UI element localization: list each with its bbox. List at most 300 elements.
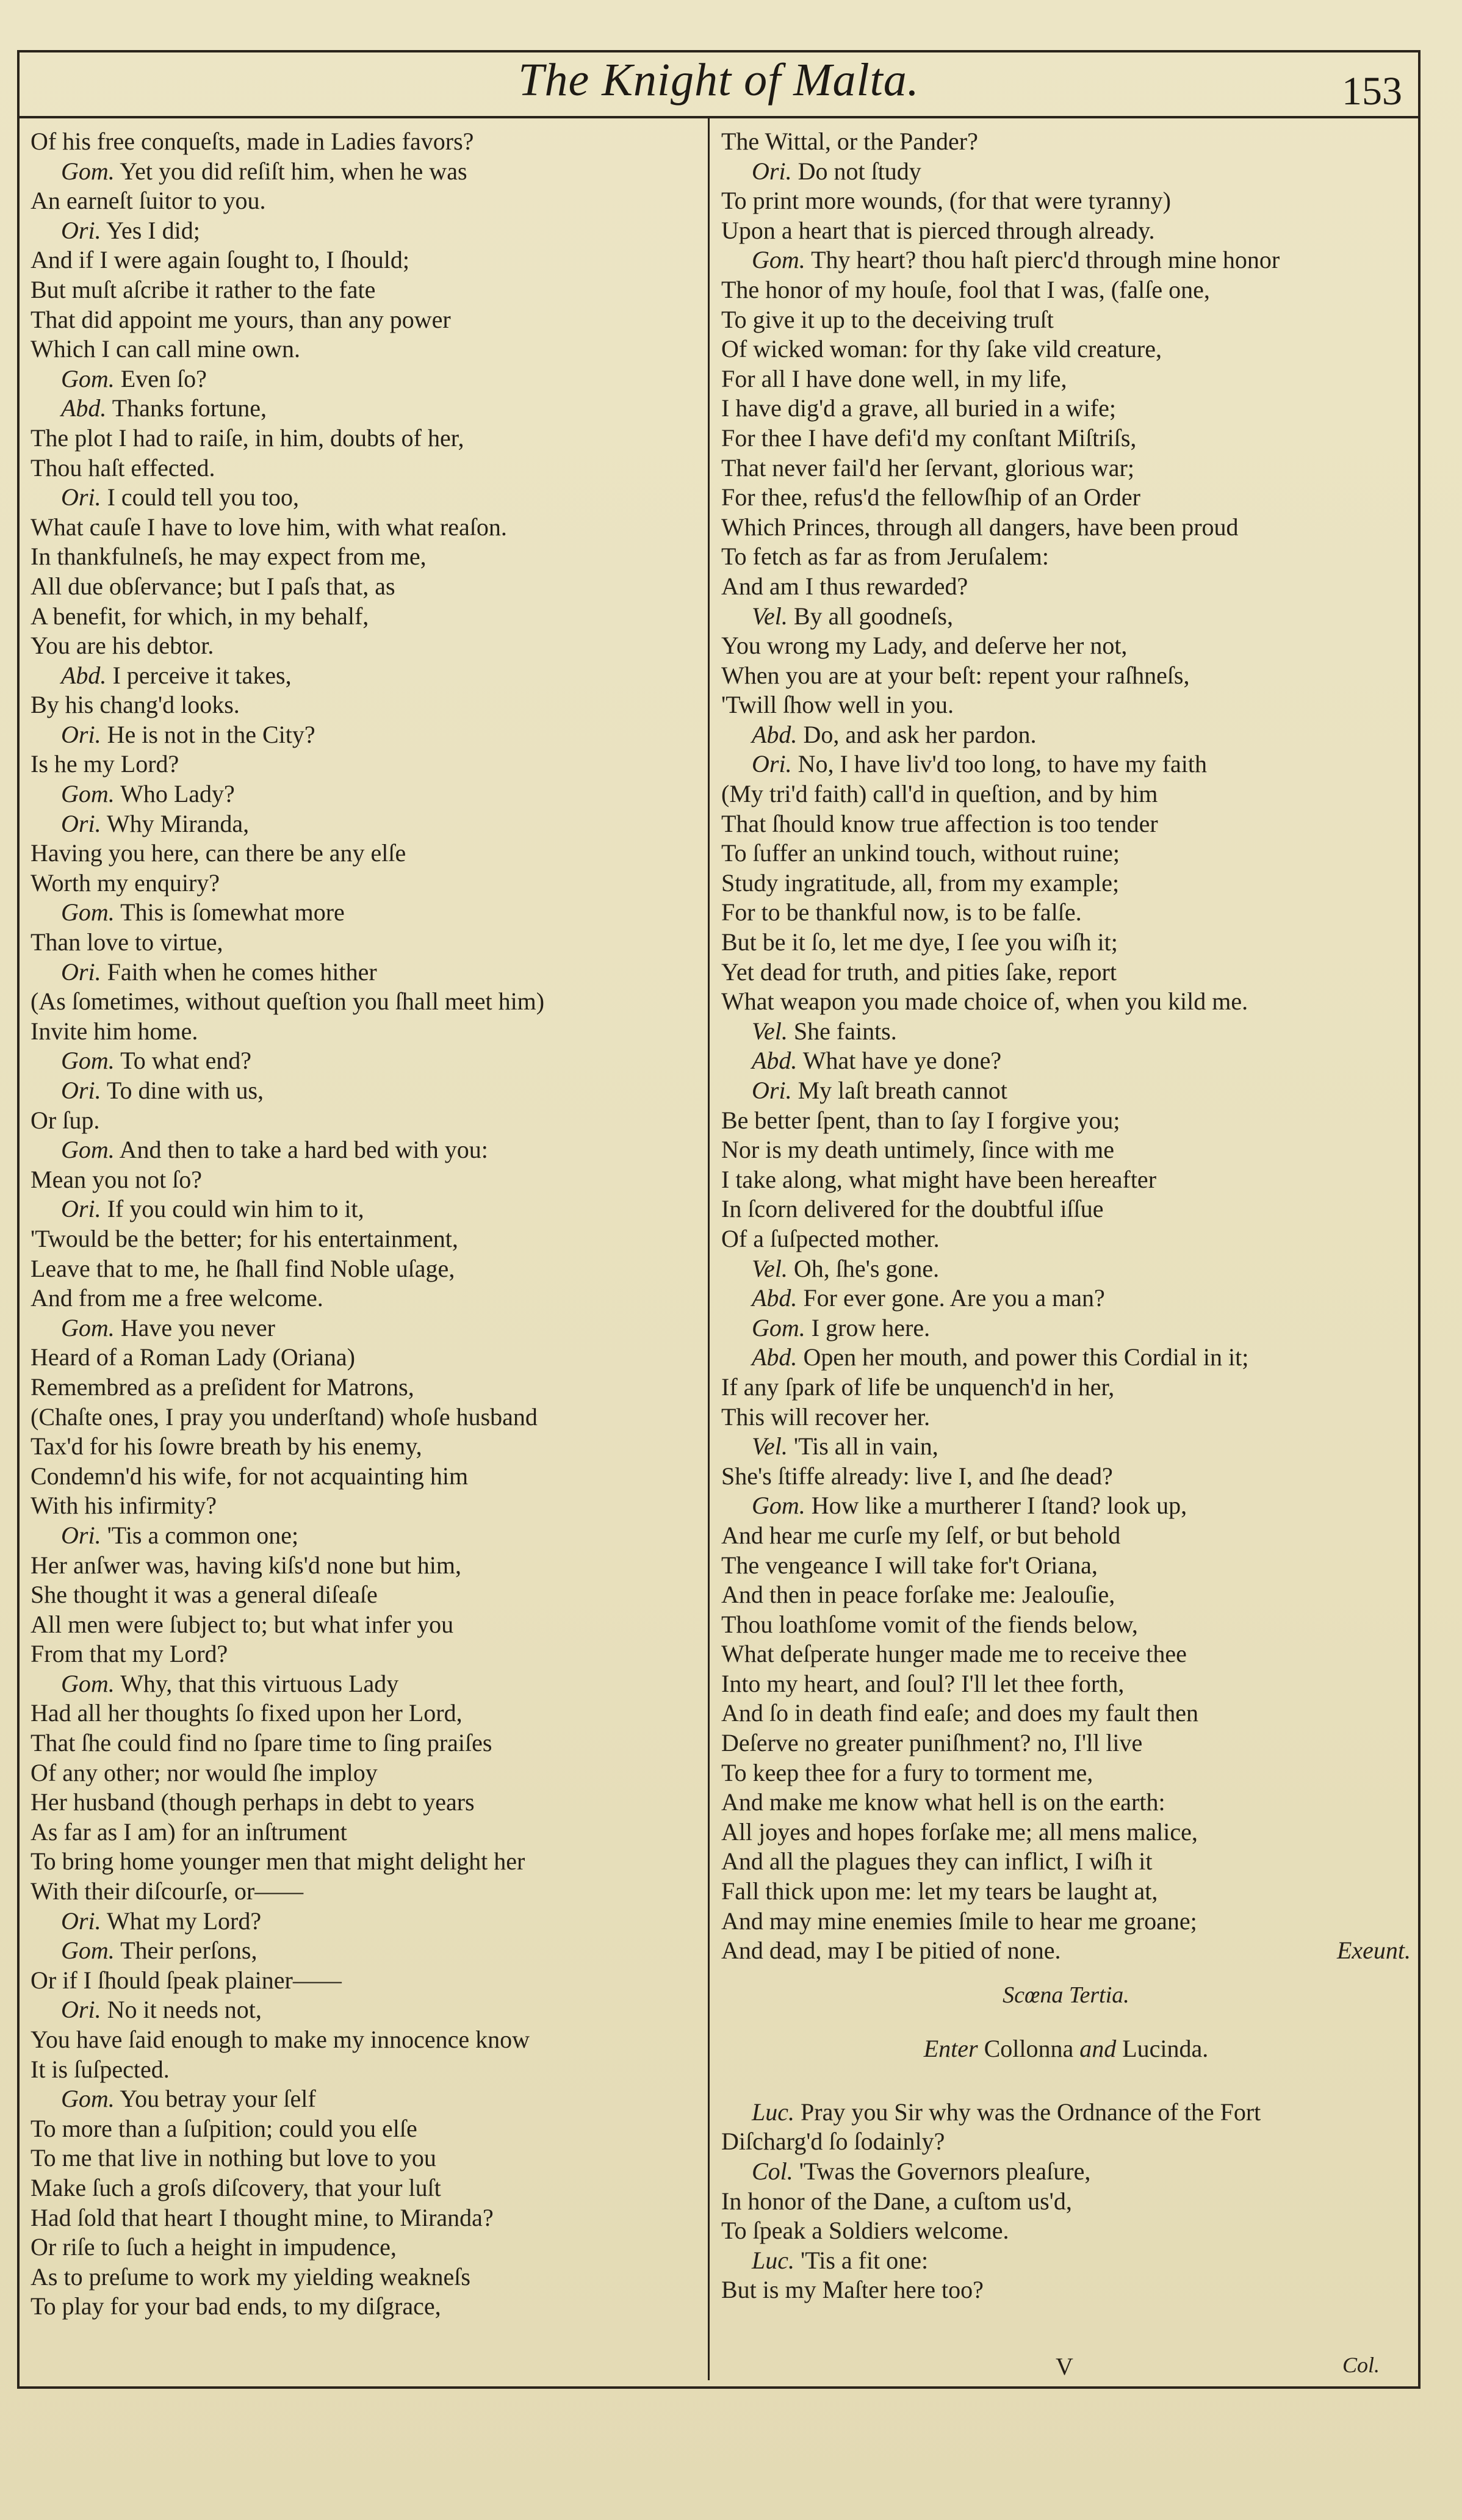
text-line — [31, 1639, 696, 1669]
running-header — [17, 50, 1421, 118]
text-line — [721, 839, 1411, 868]
speaker-name: Ori. — [61, 483, 101, 511]
speaker-name: Abd. — [752, 720, 798, 748]
speaker-name: Ori. — [61, 1195, 101, 1223]
text-line — [721, 1699, 1411, 1728]
verse-text: Had ſold that heart I thought mine, to Miranda? — [31, 2203, 494, 2231]
verse-text: No it needs not, — [107, 1996, 262, 2024]
verse-text: Which Princes, through all dangers, have been proud — [721, 513, 1239, 541]
speaker-name: Ori. — [752, 1077, 792, 1104]
left-column — [31, 127, 696, 2322]
verse-text: Of wicked woman: for thy ſake vild creature, — [721, 335, 1162, 363]
verse-text: But muſt aſcribe it rather to the fate — [31, 275, 376, 303]
speaker-name: Ori. — [61, 720, 101, 748]
text-line — [31, 1758, 696, 1788]
speaker-name: Ori. — [61, 1521, 101, 1549]
text-line — [721, 1283, 1411, 1313]
text-line — [721, 809, 1411, 839]
verse-text: That ſhe could find no ſpare time to ſing praiſes — [31, 1729, 492, 1757]
text-line — [721, 868, 1411, 898]
text-line — [721, 1076, 1411, 1106]
entrance-direction — [721, 2024, 1411, 2073]
text-line — [721, 1521, 1411, 1551]
text-line — [31, 394, 696, 424]
text-line — [721, 305, 1411, 335]
text-line — [31, 749, 696, 779]
text-line — [31, 334, 696, 364]
verse-text: For all I have done well, in my life, — [721, 364, 1067, 392]
text-line — [31, 2233, 696, 2262]
text-line — [721, 631, 1411, 661]
verse-text: It is ſuſpected. — [31, 2055, 170, 2083]
verse-text: For thee I have defi'd my conſtant Miſtriſs, — [721, 424, 1137, 452]
text-line — [721, 364, 1411, 394]
speaker-name: Luc. — [752, 2246, 794, 2274]
text-line — [31, 572, 696, 602]
verse-text: Or if I ſhould ſpeak plainer—— — [31, 1966, 342, 1994]
verse-text: Remembred as a preſident for Matrons, — [31, 1373, 414, 1401]
verse-text: 'Twas the Governors pleaſure, — [799, 2157, 1091, 2185]
text-line — [721, 1669, 1411, 1699]
right-column — [721, 127, 1411, 2305]
verse-text: And hear me curſe my ſelf, or but behold — [721, 1521, 1121, 1549]
text-line — [721, 720, 1411, 750]
verse-text: Pray you Sir why was the Ordnance of the Fort — [801, 2098, 1261, 2126]
verse-text: To give it up to the deceiving truſt — [721, 305, 1054, 333]
verse-text: You wrong my Lady, and deſerve her not, — [721, 632, 1128, 660]
stage-direction-exeunt: Exeunt. — [1336, 1937, 1411, 1965]
text-line — [721, 1847, 1411, 1877]
verse-text: To more than a ſuſpition; could you elſe — [31, 2114, 417, 2142]
verse-text: An earneſt ſuitor to you. — [31, 187, 266, 215]
text-line — [31, 275, 696, 305]
text-line — [721, 1818, 1411, 1847]
text-line — [721, 1432, 1411, 1462]
verse-text: And from me a free welcome. — [31, 1284, 323, 1312]
text-line — [31, 1699, 696, 1728]
text-line — [31, 127, 696, 157]
text-line — [721, 334, 1411, 364]
verse-text: He is not in the City? — [107, 720, 315, 748]
text-line — [721, 1194, 1411, 1224]
verse-text: Fall thick upon me: let my tears be laught at, — [721, 1877, 1158, 1905]
text-line — [31, 690, 696, 720]
verse-text: What cauſe I have to love him, with what reaſon. — [31, 513, 507, 541]
text-line — [721, 1254, 1411, 1284]
verse-text: This will recover her. — [721, 1403, 931, 1431]
verse-text: (My tri'd faith) call'd in queſtion, and by him — [721, 780, 1158, 808]
verse-text: And then to take a hard bed with you: — [119, 1136, 488, 1164]
verse-text: And then in peace forſake me: Jealouſie, — [721, 1581, 1115, 1609]
text-line — [31, 1669, 696, 1699]
text-line — [31, 1995, 696, 2025]
verse-text: 'Twould be the better; for his entertainment, — [31, 1224, 458, 1252]
verse-text: All due obſervance; but I paſs that, as — [31, 572, 395, 600]
verse-text: Oh, ſhe's gone. — [793, 1254, 940, 1282]
verse-text: Her husband (though perhaps in debt to years — [31, 1788, 475, 1816]
verse-text: To what end? — [120, 1047, 251, 1075]
verse-text: But be it ſo, let me dye, I ſee you wiſh it; — [721, 928, 1118, 956]
text-line — [31, 720, 696, 750]
character-name: Collonna — [984, 2034, 1074, 2062]
text-line — [31, 1343, 696, 1373]
conjunction: and — [1079, 2034, 1117, 2062]
text-line — [31, 1076, 696, 1106]
verse-text: What have ye done? — [802, 1047, 1002, 1075]
text-line — [721, 275, 1411, 305]
verse-text: And if I were again ſought to, I ſhould; — [31, 246, 409, 274]
verse-text: Condemn'd his wife, for not acquainting him — [31, 1462, 469, 1490]
speaker-name: Ori. — [61, 958, 101, 986]
verse-text: For ever gone. Are you a man? — [803, 1284, 1105, 1312]
speaker-name: Abd. — [752, 1343, 798, 1371]
verse-text: For thee, refus'd the fellowſhip of an Order — [721, 483, 1140, 511]
verse-text: Thou loathſome vomit of the fiends below, — [721, 1610, 1138, 1638]
text-line — [31, 1551, 696, 1581]
speaker-name: Ori. — [752, 157, 792, 185]
verse-text: Is he my Lord? — [31, 750, 179, 778]
verse-text: 'Tis a fit one: — [801, 2246, 929, 2274]
text-line — [721, 1551, 1411, 1581]
speaker-name: Gom. — [752, 1313, 805, 1341]
verse-text: 'Tis all in vain, — [793, 1432, 938, 1460]
character-name: Lucinda. — [1122, 2034, 1209, 2062]
verse-text: Into my heart, and ſoul? I'll let thee forth, — [721, 1669, 1125, 1697]
verse-text: Study ingratitude, all, from my example; — [721, 868, 1120, 897]
text-line — [721, 958, 1411, 987]
verse-text: That never fail'd her ſervant, glorious war; — [721, 453, 1134, 482]
text-line — [31, 513, 696, 543]
verse-text: Diſcharg'd ſo ſodainly? — [721, 2128, 945, 2156]
verse-text: The honor of my houſe, fool that I was, (falſe one, — [721, 275, 1210, 303]
verse-text: Be better ſpent, than to ſay I forgive you; — [721, 1106, 1120, 1134]
text-line — [31, 216, 696, 246]
verse-text: Thy heart? thou haſt pierc'd through mine honor — [811, 246, 1280, 274]
verse-text: And may mine enemies ſmile to hear me groane; — [721, 1907, 1197, 1935]
text-line — [721, 779, 1411, 809]
verse-text: My laſt breath cannot — [798, 1077, 1007, 1104]
verse-text: I perceive it takes, — [112, 661, 292, 689]
verse-text: Than love to virtue, — [31, 928, 223, 956]
verse-text: If you could win him to it, — [107, 1195, 364, 1223]
verse-text: What my Lord? — [106, 1907, 262, 1935]
verse-text: Having you here, can there be any elſe — [31, 839, 406, 867]
verse-text: And dead, may I be pitied of none. — [721, 1937, 1061, 1965]
text-line — [31, 928, 696, 958]
text-line — [31, 157, 696, 187]
verse-text: Even ſo? — [120, 364, 207, 392]
speaker-name: Abd. — [752, 1284, 798, 1312]
speaker-name: Gom. — [61, 1669, 115, 1697]
text-line — [31, 898, 696, 928]
text-line — [31, 1818, 696, 1847]
text-line — [721, 1788, 1411, 1818]
verse-text: Of a ſuſpected mother. — [721, 1224, 940, 1252]
verse-text: And am I thus rewarded? — [721, 572, 968, 600]
signature-mark: V — [1056, 2353, 1073, 2380]
verse-text: The Wittal, or the Pander? — [721, 128, 978, 155]
speaker-name: Ori. — [61, 1996, 101, 2024]
text-line — [31, 2292, 696, 2322]
text-line — [721, 1580, 1411, 1610]
verse-text: That ſhould know true affection is too tender — [721, 809, 1158, 837]
speaker-name: Gom. — [61, 1313, 115, 1341]
page-number: 153 — [1342, 69, 1402, 114]
speaker-name: Ori. — [61, 1077, 101, 1104]
text-line — [31, 1728, 696, 1758]
verse-text: I take along, what might have been hereafter — [721, 1165, 1157, 1193]
speaker-name: Abd. — [752, 1047, 798, 1075]
verse-text: Heard of a Roman Lady (Oriana) — [31, 1343, 355, 1371]
verse-text: For to be thankful now, is to be falſe. — [721, 898, 1082, 926]
verse-text: And make me know what hell is on the earth: — [721, 1788, 1165, 1816]
speaker-name: Vel. — [752, 1432, 788, 1460]
verse-text: She's ſtiffe already: live I, and ſhe dead? — [721, 1462, 1113, 1490]
speaker-name: Gom. — [61, 157, 115, 185]
verse-text: The vengeance I will take for't Oriana, — [721, 1551, 1098, 1579]
text-line — [31, 2055, 696, 2085]
text-line — [31, 1432, 696, 1462]
verse-text: 'Tis a common one; — [107, 1521, 299, 1549]
verse-text: In thankfulneſs, he may expect from me, — [31, 543, 427, 571]
text-line — [31, 364, 696, 394]
text-line — [31, 1373, 696, 1403]
text-line — [721, 661, 1411, 691]
verse-text: When you are at your beſt: repent your raſhneſs, — [721, 661, 1190, 689]
verse-text: Why Miranda, — [106, 809, 250, 837]
verse-text: As far as I am) for an inſtrument — [31, 1818, 347, 1846]
speaker-name: Vel. — [752, 1017, 788, 1045]
text-line — [31, 424, 696, 453]
verse-text: What deſperate hunger made me to receive thee — [721, 1640, 1187, 1668]
text-line — [721, 602, 1411, 632]
verse-text: Or ſup. — [31, 1106, 100, 1134]
text-line — [31, 2203, 696, 2233]
text-line — [721, 1106, 1411, 1136]
column-divider — [708, 118, 710, 2380]
text-line — [31, 1491, 696, 1521]
text-line — [31, 1194, 696, 1224]
text-line — [721, 1313, 1411, 1343]
text-line — [721, 1046, 1411, 1076]
speaker-name: Vel. — [752, 1254, 788, 1282]
verse-text: To play for your bad ends, to my diſgrace, — [31, 2292, 441, 2320]
text-line — [31, 1847, 696, 1877]
verse-text: She faints. — [793, 1017, 897, 1045]
text-line — [31, 839, 696, 868]
text-line — [721, 1639, 1411, 1669]
verse-text: To ſuffer an unkind touch, without ruine; — [721, 839, 1120, 867]
running-title: The Knight of Malta. — [518, 54, 920, 106]
verse-text: But is my Maſter here too? — [721, 2276, 984, 2304]
verse-text: Make ſuch a groſs diſcovery, that your luſt — [31, 2173, 441, 2201]
verse-text: Invite him home. — [31, 1017, 198, 1045]
verse-text: As to preſume to work my yielding weakneſs — [31, 2262, 470, 2291]
verse-text: From that my Lord? — [31, 1640, 228, 1668]
verse-text: I could tell you too, — [107, 483, 299, 511]
text-line — [31, 631, 696, 661]
text-line — [31, 1580, 696, 1610]
text-line — [721, 690, 1411, 720]
text-line — [31, 1224, 696, 1254]
text-line — [721, 2275, 1411, 2305]
text-line — [721, 1610, 1411, 1640]
verse-text: To dine with us, — [106, 1077, 264, 1104]
text-line — [31, 779, 696, 809]
text-line — [721, 157, 1411, 187]
text-line — [721, 1373, 1411, 1403]
text-line — [721, 216, 1411, 246]
speaker-name: Gom. — [752, 246, 805, 274]
text-line — [721, 1758, 1411, 1788]
text-line — [31, 453, 696, 483]
text-line — [31, 542, 696, 572]
verse-text: Of his free conqueſts, made in Ladies favors? — [31, 128, 474, 155]
verse-text: To fetch as far as from Jeruſalem: — [721, 543, 1049, 571]
verse-text: Of any other; nor would ſhe imploy — [31, 1758, 378, 1786]
text-line — [721, 2187, 1411, 2217]
text-line — [721, 2246, 1411, 2276]
verse-text: No, I have liv'd too long, to have my faith — [798, 750, 1207, 778]
speaker-name: Ori. — [61, 1907, 101, 1935]
speaker-name: Col. — [752, 2157, 793, 2185]
text-line — [721, 1135, 1411, 1165]
verse-text: Had all her thoughts ſo fixed upon her Lord, — [31, 1699, 463, 1727]
verse-text: Yet dead for truth, and pities ſake, report — [721, 958, 1117, 986]
text-line — [721, 1491, 1411, 1521]
verse-text: Thanks fortune, — [112, 394, 267, 422]
verse-text: You have ſaid enough to make my innocence know — [31, 2026, 530, 2053]
text-line — [31, 2025, 696, 2055]
verse-text: By all goodneſs, — [793, 602, 953, 630]
text-line — [721, 1224, 1411, 1254]
speaker-name: Gom. — [61, 898, 115, 926]
text-line — [721, 186, 1411, 216]
verse-text: I grow here. — [811, 1313, 931, 1341]
verse-text: All men were ſubject to; but what infer you — [31, 1610, 454, 1638]
text-line — [31, 1966, 696, 1996]
text-line — [721, 483, 1411, 513]
text-line — [31, 602, 696, 632]
verse-text: Why, that this virtuous Lady — [120, 1669, 399, 1697]
text-line — [721, 1403, 1411, 1432]
verse-text: Yet you did reſiſt him, when he was — [120, 157, 467, 185]
verse-text: She thought it was a general diſeaſe — [31, 1581, 378, 1609]
text-line — [31, 305, 696, 335]
verse-text: Worth my enquiry? — [31, 868, 220, 897]
text-line — [721, 245, 1411, 275]
verse-text: In ſcorn delivered for the doubtful iſſue — [721, 1195, 1104, 1223]
text-line — [721, 2127, 1411, 2157]
verse-text: All joyes and hopes forſake me; all mens malice, — [721, 1818, 1198, 1846]
verse-text: How like a murtherer I ſtand? look up, — [811, 1492, 1187, 1520]
speaker-name: Vel. — [752, 602, 788, 630]
text-line — [721, 127, 1411, 157]
verse-text: If any ſpark of life be unquench'd in her, — [721, 1373, 1115, 1401]
text-line — [31, 868, 696, 898]
text-line — [31, 1788, 696, 1818]
verse-text: Who Lady? — [120, 780, 235, 808]
verse-text: (As ſometimes, without queſtion you ſhall meet him) — [31, 987, 545, 1016]
verse-text: With his infirmity? — [31, 1492, 217, 1520]
speaker-name: Gom. — [61, 1136, 115, 1164]
text-line — [721, 749, 1411, 779]
speaker-name: Abd. — [61, 661, 107, 689]
verse-text: Have you never — [120, 1313, 276, 1341]
speaker-name: Gom. — [61, 1047, 115, 1075]
text-line — [31, 2143, 696, 2173]
verse-text: Yes I did; — [106, 216, 200, 244]
scene-heading: Scœna Tertia. — [1003, 1982, 1129, 2008]
text-line — [31, 958, 696, 987]
text-line — [721, 987, 1411, 1017]
text-line — [31, 1165, 696, 1195]
catchword: Col. — [1342, 2353, 1380, 2377]
verse-text: Which I can call mine own. — [31, 335, 301, 363]
verse-text: I have dig'd a grave, all buried in a wife; — [721, 394, 1116, 422]
verse-text: What weapon you made choice of, when you kild me. — [721, 987, 1248, 1016]
text-line — [31, 1313, 696, 1343]
verse-text: Faith when he comes hither — [107, 958, 377, 986]
text-line — [31, 1283, 696, 1313]
text-line — [31, 987, 696, 1017]
verse-text: Tax'd for his ſowre breath by his enemy, — [31, 1432, 422, 1460]
text-line — [31, 2084, 696, 2114]
speaker-name: Gom. — [61, 1937, 115, 1965]
verse-text: Do, and ask her pardon. — [803, 720, 1037, 748]
verse-text: You betray your ſelf — [120, 2085, 316, 2113]
verse-text: And all the plagues they can inflict, I wiſh it — [721, 1847, 1153, 1876]
speaker-name: Gom. — [752, 1492, 805, 1520]
text-line — [31, 1462, 696, 1492]
verse-text: With their diſcourſe, or—— — [31, 1877, 304, 1905]
text-line — [721, 2216, 1411, 2246]
text-line — [721, 513, 1411, 543]
verse-text: Her anſwer was, having kiſs'd none but him, — [31, 1551, 461, 1579]
verse-text: And ſo in death find eaſe; and does my fault then — [721, 1699, 1199, 1727]
speaker-name: Abd. — [61, 394, 107, 422]
speaker-name: Ori. — [61, 216, 101, 244]
text-line — [31, 2262, 696, 2292]
text-line — [721, 453, 1411, 483]
text-line — [31, 186, 696, 216]
text-line — [721, 394, 1411, 424]
verse-text: Upon a heart that is pierced through already. — [721, 216, 1155, 244]
verse-text: Or riſe to ſuch a height in impudence, — [31, 2233, 397, 2261]
verse-text: 'Twill ſhow well in you. — [721, 691, 954, 719]
text-line — [31, 1907, 696, 1937]
text-line — [31, 1403, 696, 1432]
verse-text: The plot I had to raiſe, in him, doubts of her, — [31, 424, 464, 452]
text-line — [31, 1135, 696, 1165]
text-line — [721, 1343, 1411, 1373]
text-line — [31, 1106, 696, 1136]
speaker-name: Gom. — [61, 364, 115, 392]
verse-text: To me that live in nothing but love to you — [31, 2144, 436, 2172]
text-line — [31, 1610, 696, 1640]
verse-text: This is ſomewhat more — [120, 898, 345, 926]
verse-text: Their perſons, — [120, 1937, 257, 1965]
verse-text: Nor is my death untimely, ſince with me — [721, 1136, 1114, 1164]
text-line — [721, 2098, 1411, 2128]
text-line — [721, 1462, 1411, 1492]
text-line — [721, 424, 1411, 453]
verse-text: You are his debtor. — [31, 632, 214, 660]
verse-text: A benefit, for which, in my behalf, — [31, 602, 369, 630]
text-line — [721, 1017, 1411, 1047]
verse-text: In honor of the Dane, a cuſtom us'd, — [721, 2187, 1072, 2215]
verse-text: Open her mouth, and power this Cordial in it; — [803, 1343, 1249, 1371]
